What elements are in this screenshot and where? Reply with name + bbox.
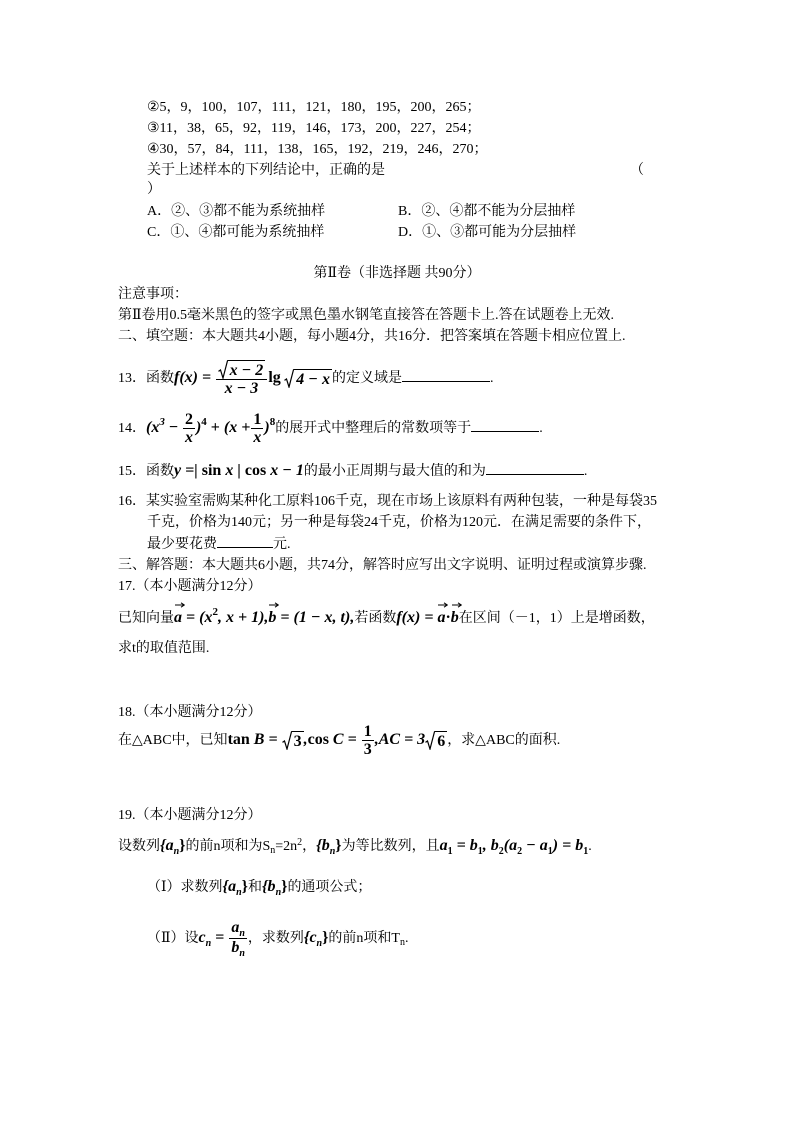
cond-term: ) = b <box>552 837 584 854</box>
q18-cos-rest: C = <box>332 731 357 748</box>
q17-square: 2 <box>212 606 218 618</box>
sample-line-4: ④30，57，84，111，138，165，192，219，246，270； <box>147 142 488 157</box>
q19-sn-subscript: n <box>270 845 276 856</box>
q19-part-1-and: 和 <box>247 880 262 895</box>
dot-product-symbol: · <box>445 609 451 626</box>
q14-plus: + <box>210 419 220 436</box>
q16-line-3-post: 元. <box>273 537 291 552</box>
sequence-a-subscript: n <box>236 887 242 898</box>
q13-fraction-numerator <box>216 360 268 380</box>
vector-b-dot <box>451 604 459 632</box>
q14-fraction-1-numerator: 2 <box>184 410 193 428</box>
sample-line-2: ②5，9，100，107，111，121，180，195，200，265； <box>147 100 481 115</box>
q16-line-2: 千克，价格为140元；另一种是每袋24千克，价格为120元．在满足需要的条件下， <box>147 515 651 530</box>
q18-ac: AC = 3 <box>378 731 426 748</box>
vector-a <box>174 604 182 632</box>
q13-fraction <box>216 360 268 397</box>
q16-line-1: 16．某实验室需购某种化工原料106千克，现在市场上该原料有两种包装，一种是每袋35 <box>118 494 657 509</box>
notice-label: 注意事项： <box>118 287 188 302</box>
q16-line-3-pre: 最少要花费 <box>147 537 217 552</box>
q14-cube-exponent: 3 <box>159 416 165 428</box>
q19-part-2 <box>147 918 408 960</box>
sequence-a-subscript: n <box>173 846 180 857</box>
q14-expression <box>146 410 276 446</box>
cn-term: c <box>198 929 206 946</box>
q15-prefix: 15．函数 <box>118 464 174 479</box>
cn-subscript: n <box>205 938 212 949</box>
cond-subscript: 2 <box>498 846 504 857</box>
sequence-c-open: {c <box>303 929 317 946</box>
option-c: C．①、④都可能为系统抽样 <box>147 225 325 240</box>
answer-paren-open: （ <box>630 163 644 178</box>
sequence-b-close: } <box>281 878 288 895</box>
question-13 <box>118 358 493 399</box>
q14-paren2-open: (x + <box>223 419 251 436</box>
cond-term: − a <box>522 837 548 854</box>
q18-tan-rest: B = <box>253 731 278 748</box>
vector-arrow-icon <box>452 602 462 608</box>
q18-fraction <box>362 723 374 758</box>
part-2-title: 第Ⅱ卷（非选择题 共90分） <box>313 266 481 281</box>
sequence-a-close: } <box>241 878 248 895</box>
q19-mid2: 为等比数列，且 <box>341 839 440 854</box>
q19-part-2-prefix: （Ⅱ）设 <box>147 931 199 946</box>
q15-lhs: y =| <box>174 462 198 479</box>
q19-mid1: 的前n项和为S <box>185 839 271 854</box>
q14-suffix: 的展开式中整理后的常数项等于 <box>275 421 472 436</box>
cn-fraction-denominator <box>229 939 247 958</box>
q14-fraction-1 <box>183 411 195 446</box>
q18-line <box>118 720 560 761</box>
q18-radicand-6: 6 <box>437 732 446 750</box>
cond-term: (a <box>503 837 518 854</box>
q15-rest: x − 1 <box>270 462 304 479</box>
q19-sn-square: 2 <box>297 837 303 848</box>
cond-subscript: 1 <box>583 846 589 857</box>
cn-denominator-term: b <box>231 938 240 956</box>
q18-conditions <box>227 722 448 758</box>
sequence-c <box>303 929 329 949</box>
q17-prefix: 已知向量 <box>118 611 174 626</box>
sequence-b <box>316 837 342 857</box>
q14-answer-blank <box>471 418 539 432</box>
vector-arrow-icon <box>269 602 279 608</box>
q13-prefix: 13．函数 <box>118 371 174 386</box>
cond-subscript: 1 <box>547 846 553 857</box>
q19-part-1 <box>147 873 371 903</box>
sequence-a-open: {a <box>160 837 174 854</box>
q15-expression <box>174 462 304 479</box>
cn-fraction <box>229 919 247 958</box>
radical-sign-icon <box>284 369 294 388</box>
vector-a-label: a <box>174 609 182 626</box>
cond-subscript: 1 <box>447 846 453 857</box>
q18-sqrt-6 <box>425 731 447 750</box>
notice-text: 第Ⅱ卷用0.5毫米黑色的签字或黑色墨水钢笔直接答在答题卡上.答在试题卷上无效. <box>118 308 615 323</box>
option-b: B．②、④都不能为分层抽样 <box>398 204 576 219</box>
cond-term: , b <box>482 837 499 854</box>
q15-suffix: 的最小正周期与最大值的和为 <box>303 464 486 479</box>
q19-conditions <box>439 837 589 857</box>
q19-comma: ， <box>302 839 317 854</box>
q18-radicand-3: 3 <box>293 732 302 750</box>
q14-paren1-close: ) <box>195 419 202 436</box>
q14-fraction-2-numerator: 1 <box>253 410 262 428</box>
vector-a-dot-label: a <box>437 609 446 626</box>
vector-b <box>268 604 276 632</box>
q19-part-2-suffix: 的前n项和T <box>328 931 400 946</box>
vector-arrow-icon <box>438 602 448 608</box>
q17-f-lhs: f(x) = <box>396 609 434 626</box>
vector-b-label: b <box>268 609 277 626</box>
q14-fraction-1-denominator: x <box>184 428 193 446</box>
q13-answer-blank <box>402 368 490 382</box>
q14-paren1-open: (x <box>146 419 160 436</box>
q18-prefix: 在△ABC中，已知 <box>118 733 228 748</box>
q19-part-2-mid: ，求数列 <box>247 931 304 946</box>
q13-lg: lg <box>268 369 281 386</box>
cn-numerator-subscript: n <box>239 927 245 939</box>
q18-fraction-denominator: 3 <box>363 740 372 758</box>
q13-fraction-denominator: x − 3 <box>224 380 259 398</box>
q14-prefix: 14． <box>118 421 146 436</box>
vector-arrow-icon <box>175 602 185 608</box>
q18-fraction-numerator: 1 <box>363 722 372 740</box>
q17-part2: = (1 − x, t), <box>280 609 355 626</box>
q17-part1: , x + 1), <box>217 609 269 626</box>
sequence-c-subscript: n <box>316 938 323 949</box>
q17-vectors <box>174 606 355 626</box>
sample-line-3: ③11，38，65，92，119，146，173，200，227，254； <box>147 121 481 136</box>
q19-header: 19.（本小题满分12分） <box>118 808 262 823</box>
q13-end: . <box>489 371 494 386</box>
q13-log-radicand: 4 − x <box>296 371 330 389</box>
q14-minus: − <box>168 419 178 436</box>
q14-end: . <box>539 421 543 436</box>
cn-denominator-subscript: n <box>239 947 245 959</box>
cn-fraction-numerator <box>229 919 247 939</box>
q15-cos: cos <box>244 462 267 479</box>
q17-suffix: 在区间（－1，1）上是增函数， <box>458 611 655 626</box>
sequence-b-subscript: n <box>329 846 336 857</box>
q15-end: . <box>583 464 588 479</box>
q19-cn-definition <box>198 918 248 959</box>
vector-b-dot-label: b <box>450 609 459 626</box>
sequence-b-subscript: n <box>275 887 282 898</box>
option-a: A．②、③都不能为系统抽样 <box>147 204 326 219</box>
option-d: D．①、③都可能为分层抽样 <box>398 225 577 240</box>
sequence-c-close: } <box>322 929 329 946</box>
sequence-a <box>160 837 186 857</box>
q19-part-1-suffix: 的通项公式； <box>287 880 372 895</box>
vector-a-dot <box>437 604 445 632</box>
q16-answer-blank <box>217 534 273 548</box>
q19-line-1 <box>118 832 592 862</box>
q14-power-8: 8 <box>269 416 276 428</box>
q15-sin: sin <box>201 462 222 479</box>
q17-line-2: 求t的取值范围. <box>118 641 210 656</box>
cn-numerator-term: a <box>231 918 240 936</box>
q17-line-1 <box>118 604 655 633</box>
question-15 <box>118 460 587 482</box>
q14-fraction-2-denominator: x <box>253 428 262 446</box>
q18-suffix: ，求△ABC的面积. <box>447 733 561 748</box>
radical-sign-icon <box>425 731 435 750</box>
q13-suffix: 的定义域是 <box>331 371 402 386</box>
sequence-a-open: {a <box>222 878 237 895</box>
cond-term: a <box>439 837 448 854</box>
q18-comma-2: , <box>374 731 379 748</box>
q18-comma-1: , <box>303 731 308 748</box>
cond-subscript: 1 <box>477 846 483 857</box>
sequence-a <box>222 878 248 898</box>
q19-prefix: 设数列 <box>118 839 160 854</box>
q13-numerator-radicand: x − 2 <box>229 362 264 380</box>
q19-line-1-end: . <box>588 839 592 854</box>
q19-sn-value: =2n <box>275 839 298 854</box>
q18-sqrt-3 <box>282 731 304 750</box>
q13-numerator-sqrt <box>218 360 266 379</box>
tn-subscript: n <box>399 937 405 948</box>
fill-in-section-header: 二、填空题：本大题共4小题，每小题4分，共16分．把答案填在答题卡相应位置上. <box>118 329 626 344</box>
q18-header: 18.（本小题满分12分） <box>118 705 262 720</box>
answer-paren-close: ） <box>147 182 161 197</box>
sequence-b-open: {b <box>261 878 276 895</box>
q15-abs-arg: x | <box>225 462 241 479</box>
q18-tan: tan <box>227 731 250 748</box>
q17-mid: 若函数 <box>354 611 397 626</box>
q18-cos: cos <box>307 731 329 748</box>
q14-paren2-close: ) <box>264 419 270 436</box>
q17-header: 17.（本小题满分12分） <box>118 579 262 594</box>
q13-log-sqrt <box>284 369 332 388</box>
answer-section-header: 三、解答题：本大题共6小题，共74分，解答时应写出文字说明、证明过程或演算步骤. <box>118 558 647 573</box>
question-12-stem: 关于上述样本的下列结论中，正确的是 <box>147 163 385 178</box>
q15-answer-blank <box>486 461 584 475</box>
radical-sign-icon <box>218 360 228 379</box>
cn-equals: = <box>215 929 225 946</box>
cond-subscript: 2 <box>517 846 523 857</box>
q19-part-2-end: . <box>404 931 409 946</box>
q16-line-3 <box>147 534 291 555</box>
radical-sign-icon <box>282 731 292 750</box>
sequence-b-open: {b <box>316 837 330 854</box>
sequence-b <box>261 878 288 898</box>
q19-part-1-prefix: （Ⅰ）求数列 <box>147 880 223 895</box>
sequence-a-close: } <box>179 837 186 854</box>
q14-power-4: 4 <box>201 416 207 428</box>
q14-fraction-2 <box>251 411 263 446</box>
cond-term: = b <box>452 837 478 854</box>
q17-eq1: = (x <box>186 609 213 626</box>
sequence-b-close: } <box>335 837 342 854</box>
question-14 <box>118 408 543 449</box>
q13-function-lhs: f(x) = <box>174 369 212 386</box>
q17-function <box>396 609 458 626</box>
